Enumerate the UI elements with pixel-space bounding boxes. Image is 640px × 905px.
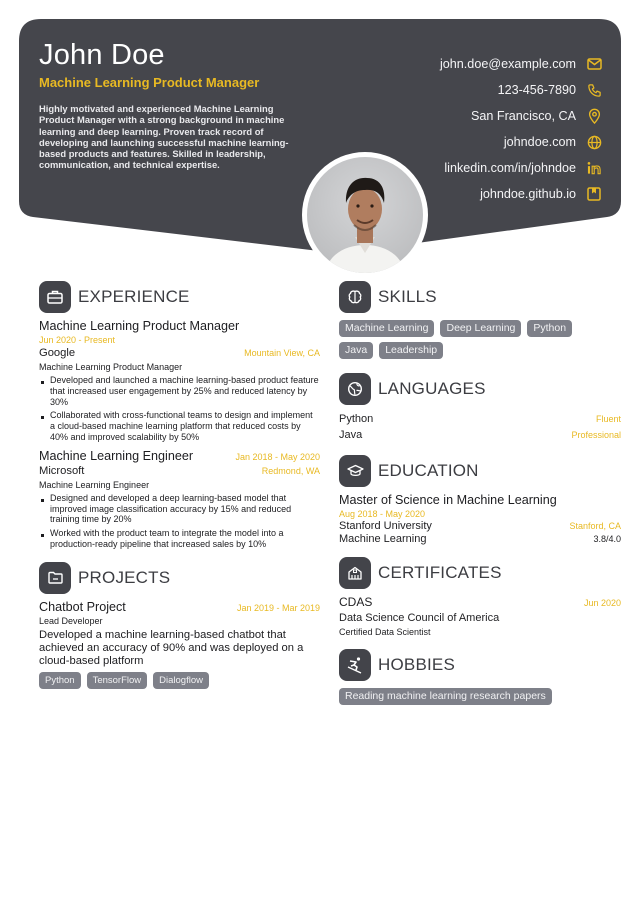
location-text: San Francisco, CA xyxy=(471,109,576,123)
job-entry xyxy=(39,319,320,443)
left-column xyxy=(39,281,320,689)
graduation-cap-icon xyxy=(339,455,371,487)
phone-text[interactable]: 123-456-7890 xyxy=(497,83,576,97)
portfolio-icon xyxy=(586,186,602,202)
language-name: Python xyxy=(339,413,374,425)
education-dates: Aug 2018 - May 2020 xyxy=(339,509,426,519)
projects-title: PROJECTS xyxy=(78,567,171,587)
mail-icon xyxy=(586,56,602,72)
certificate-entry xyxy=(339,595,621,637)
project-dates: Jan 2019 - Mar 2019 xyxy=(236,602,320,613)
job-role: Machine Learning Product Manager xyxy=(39,362,183,372)
bullet: Designed and developed a deep learning-based model that improved image classification accuracy by 15% and reduced training time by 20% xyxy=(39,493,320,525)
website-text[interactable]: johndoe.com xyxy=(503,135,576,149)
project-name: Chatbot Project xyxy=(39,599,126,614)
avatar xyxy=(307,157,423,273)
contact-list xyxy=(440,51,602,207)
experience-title: EXPERIENCE xyxy=(78,287,190,306)
projects-header xyxy=(39,562,320,594)
job-dates: Jun 2020 - Present xyxy=(39,335,116,345)
degree: Master of Science in Machine Learning xyxy=(339,493,557,507)
folder-icon xyxy=(39,562,71,594)
languages-title: LANGUAGES xyxy=(378,379,486,398)
skiing-icon xyxy=(339,649,371,681)
job-entry xyxy=(39,449,320,550)
certificate-description: Certified Data Scientist xyxy=(339,627,431,637)
school-location: Stanford, CA xyxy=(569,521,621,531)
language-list xyxy=(339,411,621,443)
hobbies-title: HOBBIES xyxy=(378,655,455,674)
certificates-title: CERTIFICATES xyxy=(378,563,502,582)
job-location: Redmond, WA xyxy=(261,465,320,476)
job-location: Mountain View, CA xyxy=(244,348,320,358)
globe-icon xyxy=(586,134,602,150)
projects-section xyxy=(39,562,320,689)
project-entry xyxy=(39,600,320,689)
language-level: Fluent xyxy=(595,414,621,424)
job-dates: Jan 2018 - May 2020 xyxy=(235,451,320,462)
languages-header xyxy=(339,373,621,405)
language-item xyxy=(339,427,621,443)
gpa: 3.8/4.0 xyxy=(593,534,621,544)
bullet: Worked with the product team to integrate the model into a production-ready pipeline that increased sales by 10% xyxy=(39,528,320,550)
brain-icon xyxy=(339,281,371,313)
language-item xyxy=(339,411,621,427)
field-of-study: Machine Learning xyxy=(339,533,427,545)
skill-tag: Deep Learning xyxy=(440,320,521,337)
languages-section xyxy=(339,373,621,443)
phone-icon xyxy=(586,82,602,98)
skill-tag: Leadership xyxy=(379,342,443,359)
education-section xyxy=(339,455,621,545)
education-entry xyxy=(339,493,621,545)
bullet: Collaborated with cross-functional teams to design and implement a cloud-based machine learning platform that reduced costs by 40% and improved scalability by 50% xyxy=(39,410,320,442)
contact-portfolio[interactable] xyxy=(440,181,602,207)
project-tag: TensorFlow xyxy=(87,672,148,689)
briefcase-icon xyxy=(39,281,71,313)
experience-header xyxy=(39,281,320,313)
hobby-tag: Reading machine learning research papers xyxy=(339,688,552,705)
hobby-tags xyxy=(339,688,621,705)
contact-phone[interactable] xyxy=(440,77,602,103)
skill-tag: Java xyxy=(339,342,373,359)
contact-website[interactable] xyxy=(440,129,602,155)
project-tags xyxy=(39,672,320,689)
skills-title: SKILLS xyxy=(378,287,437,306)
hobbies-header xyxy=(339,649,621,681)
education-title: EDUCATION xyxy=(378,461,479,480)
project-tag: Dialogflow xyxy=(153,672,209,689)
job-role: Machine Learning Engineer xyxy=(39,479,150,490)
job-title: Machine Learning Engineer xyxy=(39,448,194,463)
skills-header xyxy=(339,281,621,313)
certificate-date: Jun 2020 xyxy=(583,598,621,608)
contact-email[interactable] xyxy=(440,51,602,77)
certificates-section xyxy=(339,557,621,637)
profile-photo xyxy=(302,152,428,278)
certificate-issuer: Data Science Council of America xyxy=(339,612,500,624)
experience-section xyxy=(39,281,320,550)
portfolio-text[interactable]: johndoe.github.io xyxy=(480,187,576,201)
contact-linkedin[interactable] xyxy=(440,155,602,181)
building-icon xyxy=(339,557,371,589)
email-text[interactable]: john.doe@example.com xyxy=(440,57,576,71)
project-description: Developed a machine learning-based chatbot that achieved an accuracy of 90% and was deployed on a cloud-based platform xyxy=(39,628,304,667)
summary-text: Highly motivated and experienced Machine Learning Product Manager with a strong background in machine learning and deep learning. Proven track record of developing and launching successful machine learning-based products and features. Skilled in leadership, communication, and technical expertise. xyxy=(39,103,289,171)
job-company: Google xyxy=(39,347,76,359)
language-globe-icon xyxy=(339,373,371,405)
language-level: Professional xyxy=(571,430,621,440)
skill-tag: Python xyxy=(527,320,572,337)
hobbies-section xyxy=(339,649,621,705)
skills-section xyxy=(339,281,621,359)
candidate-name: John Doe xyxy=(39,39,165,71)
certificates-header xyxy=(339,557,621,589)
job-title: Machine Learning Product Manager xyxy=(39,319,240,333)
certificate-name: CDAS xyxy=(339,595,373,609)
contact-location xyxy=(440,103,602,129)
project-tag: Python xyxy=(39,672,81,689)
project-role: Lead Developer xyxy=(39,615,103,626)
job-company: Microsoft xyxy=(39,464,85,477)
candidate-title: Machine Learning Product Manager xyxy=(39,75,260,90)
linkedin-icon xyxy=(586,160,602,176)
linkedin-text[interactable]: linkedin.com/in/johndoe xyxy=(444,161,576,175)
job-bullets xyxy=(39,375,320,443)
bullet: Developed and launched a machine learning-based product feature that increased user engagement by 25% and reduced latency by 30% xyxy=(39,375,320,407)
right-column xyxy=(339,281,621,705)
school: Stanford University xyxy=(339,520,432,532)
language-name: Java xyxy=(339,429,363,441)
location-pin-icon xyxy=(586,108,602,124)
skill-tags xyxy=(339,320,609,359)
job-bullets xyxy=(39,493,320,550)
skill-tag: Machine Learning xyxy=(339,320,434,337)
education-header xyxy=(339,455,621,487)
